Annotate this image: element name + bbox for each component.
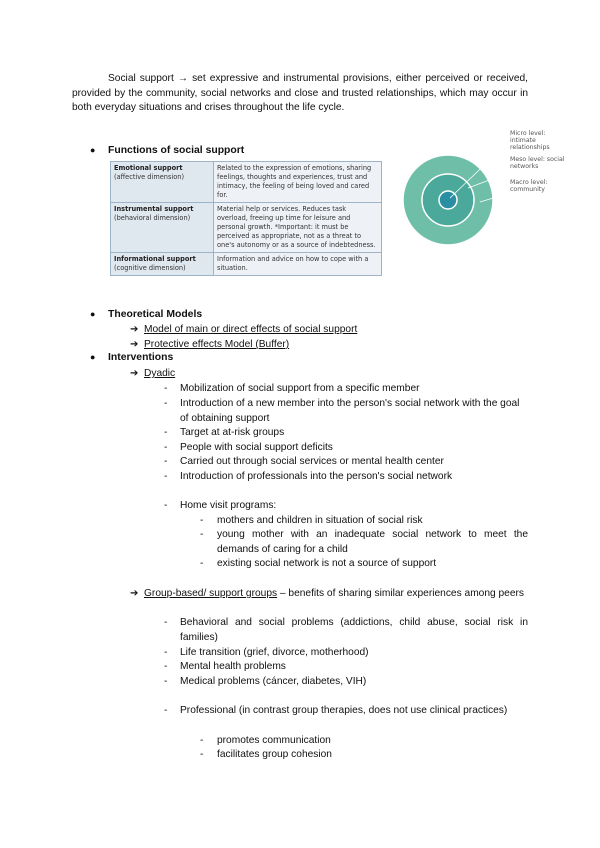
table-row: [111, 203, 382, 253]
arrow-icon: ➔: [130, 588, 139, 599]
arrow-icon: ➔: [130, 339, 139, 350]
list-item: facilitates group cohesion: [217, 749, 332, 760]
list-item: [130, 367, 139, 382]
list-item: Introduction of professionals into the person's social network: [180, 471, 453, 482]
arrow-icon: ➔: [130, 368, 139, 379]
list-item: existing social network is not a source of support: [217, 558, 437, 569]
dash-marker: -: [164, 617, 168, 628]
list-item: [130, 587, 139, 602]
table-row: [111, 162, 382, 203]
dash-marker: -: [164, 500, 168, 511]
support-type: Emotional support: [114, 164, 183, 172]
micro-label: Micro level: intimate relationships: [510, 130, 550, 151]
dash-marker: -: [200, 515, 204, 526]
list-item: Life transition (grief, divorce, motherhood): [180, 647, 369, 658]
social-levels-diagram: [400, 128, 570, 248]
bullet-icon: ●: [90, 145, 96, 155]
model-buffer-link[interactable]: Protective effects Model (Buffer): [144, 339, 290, 350]
list-item: promotes communication: [217, 735, 331, 746]
list-item: Medical problems (cáncer, diabetes, VIH): [180, 676, 367, 687]
list-item: young mother with an inadequate social network to meet the demands of caring for a child: [217, 529, 528, 555]
dash-marker: -: [164, 456, 168, 467]
intro-text: Social support → set expressive and instrumental provisions, either perceived or received, provided by the community, social networks and close and trusted relationships, which may occur in both everyday situations and crises throughout the life cycle.: [72, 73, 528, 113]
list-item: mothers and children in situation of social risk: [217, 515, 423, 526]
bullet-icon: ●: [90, 352, 96, 362]
dash-marker: -: [200, 558, 204, 569]
support-type: Informational support: [114, 255, 196, 263]
group-support-item: [144, 587, 528, 602]
functions-table: [110, 161, 382, 276]
list-item: Carried out through social services or mental health center: [180, 456, 444, 467]
dash-marker: -: [164, 471, 168, 482]
dash-marker: -: [200, 529, 204, 540]
concentric-circles: [400, 128, 500, 248]
support-type: Instrumental support: [114, 205, 194, 213]
bullet-icon: ●: [90, 309, 96, 319]
list-item: Introduction of a new member into the person's social network with the goal of obtaining support: [180, 398, 520, 424]
home-visit-label: Home visit programs:: [180, 500, 277, 511]
table-row: [111, 253, 382, 276]
support-dimension: (cognitive dimension): [114, 264, 186, 272]
support-description: Related to the expression of emotions, sharing feelings, thoughts and experiences, trust and intimacy, the feeling of being loved and cared for.: [214, 162, 382, 203]
intro-paragraph: [72, 72, 528, 116]
list-item: [130, 323, 139, 338]
dash-marker: -: [164, 676, 168, 687]
list-item: Target at at-risk groups: [180, 427, 285, 438]
list-item: Mental health problems: [180, 661, 286, 672]
support-dimension: (affective dimension): [114, 173, 185, 181]
dash-marker: -: [164, 427, 168, 438]
model-direct-link[interactable]: Model of main or direct effects of social support: [144, 324, 358, 335]
dash-marker: -: [164, 661, 168, 672]
meso-label: Meso level: social networks: [510, 156, 565, 170]
group-support-link[interactable]: Group-based/ support groups: [144, 588, 278, 599]
dash-marker: -: [164, 442, 168, 453]
dash-marker: -: [164, 398, 168, 409]
professional-label: Professional (in contrast group therapies, does not use clinical practices): [180, 705, 508, 716]
support-description: Information and advice on how to cope with a situation.: [214, 253, 382, 276]
dash-marker: -: [200, 749, 204, 760]
list-item: Mobilization of social support from a specific member: [180, 383, 420, 394]
list-item: People with social support deficits: [180, 442, 333, 453]
support-description: Material help or services. Reduces task overload, freeing up time for leisure and personal growth. *Important: it must be perceived as appropriate, not as a threat to one's autonomy or as a source of indebtedness.: [214, 203, 382, 253]
list-item: Behavioral and social problems (addictions, child abuse, social risk in families): [180, 617, 528, 643]
dash-marker: -: [164, 705, 168, 716]
dash-marker: -: [164, 647, 168, 658]
dyadic-link[interactable]: Dyadic: [144, 368, 176, 379]
macro-label: Macro level: community: [510, 179, 548, 193]
group-support-description: – benefits of sharing similar experiences among peers: [277, 588, 524, 599]
list-item: [130, 338, 139, 353]
support-dimension: (behavioral dimension): [114, 214, 191, 222]
dash-marker: -: [200, 735, 204, 746]
arrow-icon: ➔: [130, 324, 139, 335]
dash-marker: -: [164, 383, 168, 394]
